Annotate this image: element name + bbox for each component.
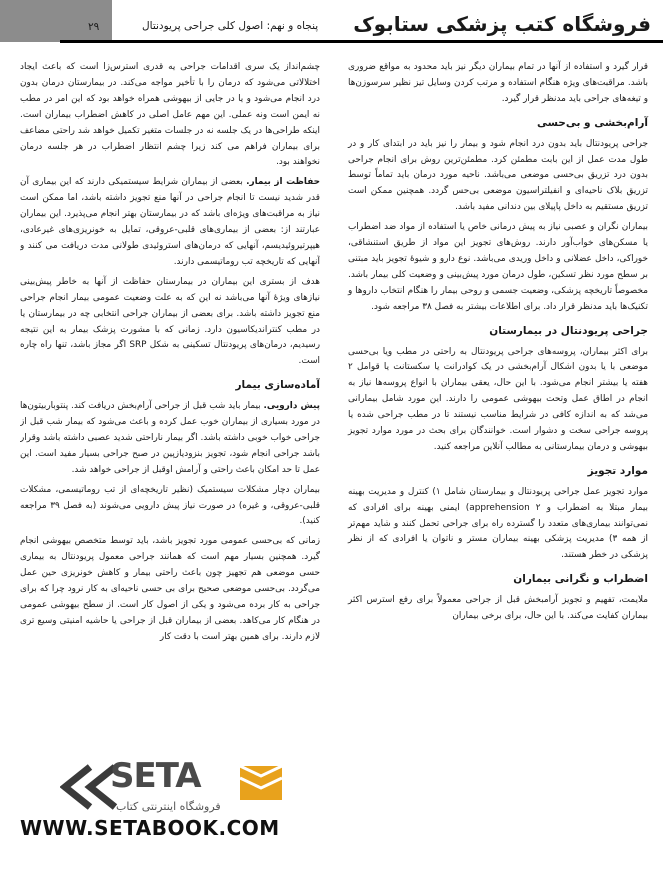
paragraph: بیماران دچار مشکلات سیستمیک (نظیر تاریخچه‌ای از تب روماتیسمی، مشکلات قلبی-عروقی، و غیره) در صورت نیاز پیش دارویی می‌شوند (به فصل ۳۹ مراجعه کنید). (20, 484, 320, 527)
page-number: ۲۹ (88, 21, 100, 33)
section-heading: جراحی پریودنتال در بیمارستان (489, 324, 648, 337)
paragraph-text: بیمار باید شب قبل از جراحی آرام‌بخش دریافت کند. پنتوباربیتون‌ها در مورد بسیاری از بیماران خوب عمل کرده و باعث می‌شود که بیمار شب قبل از جراحی خواب خوبی داشته باشد. اگر بیمار ناراحتی شدید عصبی داشته باشد وقرار باشد جراحی انجام شود، تجویز بنزودیازپین در صبح جراحی بسیار مفید است. این عمل تا حد امکان باعث راحتی و آرامش اوقبل از جراحی خواهد شد. (20, 401, 320, 475)
page-header (0, 0, 663, 58)
run-in-heading: حفاظت از بیمار. (246, 177, 320, 188)
paragraph: بیماران نگران و عصبی نیاز به پیش درمانی خاص یا استفاده از مواد ضد اضطراب یا مسکن‌های خواب‌آور دارند. روش‌های تجویز این مواد از طریق استنشاقی، خوراکی، داخل عضلانی و داخل وریدی می‌باشد. نوع دارو و شیوهٔ تجویز باید مبتنی بر سطح مورد نظر تسکین، طول درمان مورد پیش‌بینی و وضعیت کلی بیمار باشد. مخصوصاً تاریخچه پزشکی، وضعیت جسمی و روحی بیمار را هنگام انتخاب داروها و تکنیک‌ها باید مدنظر قرار داد. برای اطلاعات بیشتر به فصل ۳۸ مراجعه شود. (348, 222, 648, 312)
right-column (348, 60, 648, 629)
left-column (20, 60, 320, 760)
section-heading: آماده‌سازی بیمار (235, 379, 320, 392)
paragraph: برای اکثر بیماران، پروسه‌های جراحی پریودنتال به راحتی در مطب ویا بی‌حسی موضعی با یا بدون اشکال آرام‌بخشی در یک کوادرانت یا سکستانت یا قوامل ۲ هفته یا بیشتر انجام می‌شود. با این حال، یعقی بیماران با انواع پروسه‌ها نیاز به انجام در اطاق عمل وتحت بیهوشی عمومی را دارند. این مورد شامل بیمارانی می‌شد که به اندازه کافی در شرایط مناسب نیستند تا در مطب جراحی شده یا پروسه جراحی سخت و دشوار است. خوانندگان برای بحث در مورد موارد تجویز بیهوشی و درمان بیمارستانی به مطالب آنلاین مراجعه کنید. (348, 346, 648, 452)
paragraph: ملایمت، تفهیم و تجویز آرامبخش قبل از جراحی معمولاً برای رفع استرس اکثر بیماران کفایت می‌کند. با این حال، برای برخی بیماران (348, 595, 648, 622)
section-heading: موارد تجویز (587, 464, 648, 477)
watermark-url: WWW.SETABOOK.COM (20, 816, 280, 840)
section-heading: آرام‌بخشی و بی‌حسی (536, 116, 648, 129)
watermark-ad (20, 742, 340, 862)
paragraph: هدف از بستری این بیماران در بیمارستان حفاظت از آنها به خاطر پیش‌بینی نیازهای ویژهٔ آنها می‌باشد نه این که به علت وضعیت عمومی بیمار انجام جراحی منع تجویز داشته باشد. برای بعضی از بیماران جراحی انتخابی چه در بیمارستان یا در مطب کنتراندیکاسیون دارد. زمانی که با مشورت پزشک بیمار به این نتیجه رسیدیم، درمان‌های پریودنتال تسکینی به شکل SRP اگر مجاز باشد، تنها راه چاره است. (20, 276, 320, 367)
chapter-subtitle: پنجاه و نهم: اصول کلی جراحی پریودنتال (142, 20, 319, 32)
paragraph (20, 175, 320, 270)
section-heading: اضطراب و نگرانی بیماران (513, 573, 648, 586)
paragraph: موارد تجویز عمل جراحی پریودنتال و بیمارستان شامل ۱) کنترل و مدیریت بهینه بیمار مبتلا به اضطراب و apprehension ۲) ایمنی بهینه برای افرادی که نمی‌توانند بیماری‌های متعدد را گسترده راه برای جراحی تحمل کنند و شاید مهم‌تر از همه ۳) مدیریت پزشکی بهینه بیماران مستر و ناتوان یا افرادی که از نظر پزشکی در خطر هستند. (348, 486, 648, 561)
run-in-heading: پیش دارویی. (263, 401, 320, 412)
header-rule (60, 40, 663, 43)
header-title: فروشگاه کتب پزشکی ستابوک (353, 12, 651, 36)
paragraph-text: بعضی از بیماران شرایط سیستمیکی دارند که این بیماری آن قدر شدید نیست تا انجام جراحی در آنها منع تجویز داشته باشد، اما ممکن است نیاز به مراقبت‌های ویژه‌ای باشد که در بیمارستان بهتر انجام می‌پذیرد. این بیماران عبارتند از: بعضی از بیماری‌های قلبی-عروقی، تمایل به خونریزی‌های غیرعادی، هیپرتیروئیدیسم، آنهایی که درمان‌های استروئیدی طولانی مدت دریافت می کنند و آنهایی که تاریخچه تب روماتیسمی دارند. (20, 177, 320, 267)
watermark-tagline: فروشگاه اینترنتی کتاب (116, 800, 221, 813)
book-box-icon (238, 760, 284, 802)
watermark-brand: SETA (110, 756, 201, 796)
paragraph: چشم‌انداز یک سری اقدامات جراحی یه قدری استرس‌زا است که باعث ایجاد اختلالاتی می‌شود که درمان را با تأخیر مواجه می‌کند. در بیمارستان درمان بدون درد انجام می‌شود و یا در جایی از بیهوشی همراه خواهد بود که این امر در مطب نه ایمن است ونه عملی. این مهم عامل اصلی در کاهش اضطراب بیماران است. اینکه طراحی‌ها در یک جلسه نه در جلسات متغیر تکمیل خواهد شد راحتی مضاعف برای بیماران فراهم می کند زیرا چشم انتظار اضطراب در هر جلسه درمان نخواهند بود. (20, 62, 320, 168)
paragraph: جراحی پریودنتال باید بدون درد انجام شود و بیمار را نیز باید در ابتدای کار و در طول مدت عمل از این بابت مطمئن کرد. مطمئن‌ترین روش برای انجام جراحی بدون درد تزریق بی‌حسی موضعی می‌باشد. ناحیه مورد درمان باید تماماً توسط تزریق بلاک ناحیه‌ای و انفیلتراسیون موضعی بی‌حس گردد. همچنین ممکن است تزریق مستقیم به داخل پاپیلای بین دندانی مفید باشد. (348, 138, 648, 213)
paragraph: زمانی که بی‌حسی عمومی مورد تجویز باشد، باید توسط متخصص بیهوشی انجام گیرد. همچنین بسیار مهم است که همانند جراحی معمول پریودنتال به بیماری حسی موضعی هم تجهیز چون باعث راحتی بیمار و کاهش خونریزی حین عمل می‌گردد. بی‌حسی موضعی صحیح برای بی‌ حسی ناحیه‌ای به کار نرود چرا که برای جراحی به کار برده می‌شود و یکی از اصول کار است. از سطح بیهوشی عمومی در هنگام کار می‌کاهد. بعضی از بیماران قبل از جراحی یا حاشیه امنیتی وسیع تری لازم دارند. برای همین بهتر است با دقت کار (20, 536, 320, 642)
paragraph: قرار گیرد و استفاده از آنها در تمام بیماران دیگر نیز باید محدود به مواقع ضروری باشد. مراقبت‌های ویژه هنگام استفاده و مرتب کردن وسایل تیز نظیر سرسوزن‌ها و تیغه‌های جراحی باید مدنظر قرار گیرد. (348, 62, 648, 104)
paragraph (20, 399, 320, 479)
